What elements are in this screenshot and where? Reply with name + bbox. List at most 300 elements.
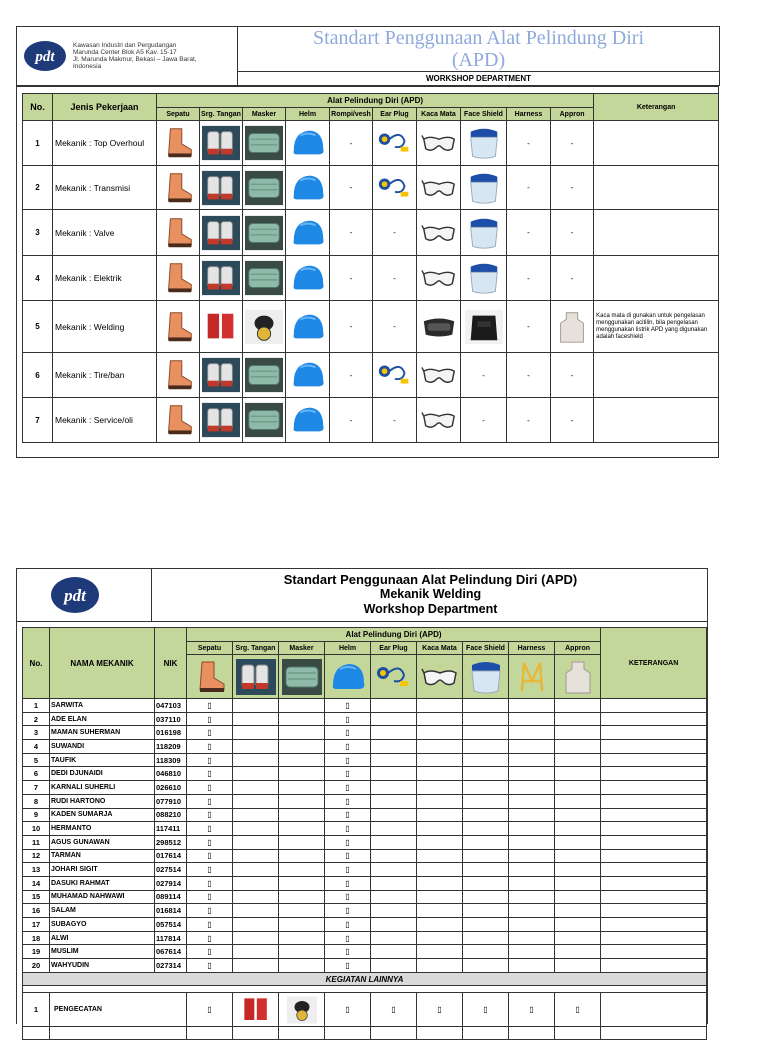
mechanic-name: ADE ELAN — [50, 712, 155, 726]
table-row — [23, 740, 707, 754]
empty-cell — [509, 767, 555, 781]
table-row — [23, 121, 719, 166]
table-row — [23, 849, 707, 863]
empty-cell — [233, 1027, 279, 1040]
goggles-icon — [420, 357, 458, 393]
table-row — [23, 398, 719, 443]
empty-cell — [279, 904, 325, 918]
sheet2-title: Standart Penggunaan Alat Pelindung Diri (APD) Mekanik Welding Workshop Department — [151, 569, 709, 621]
empty-cell — [509, 931, 555, 945]
check-mark: ▯ — [325, 849, 371, 863]
not-required: - — [373, 210, 417, 256]
department-label: WORKSHOP DEPARTMENT — [238, 72, 720, 86]
empty-cell — [555, 931, 601, 945]
mask-icon — [282, 659, 322, 695]
check-mark: ▯ — [187, 993, 233, 1027]
empty-cell — [509, 712, 555, 726]
sheet2-welding-panel — [16, 568, 708, 1024]
apd-cell — [200, 256, 243, 301]
mechanic-name: SARWITA — [50, 699, 155, 713]
faceshield-icon — [465, 260, 503, 296]
mechanic-name: SUBAGYO — [50, 918, 155, 932]
faceshield-icon — [465, 170, 503, 206]
apd-header-picture — [279, 655, 325, 699]
not-required: - — [461, 398, 507, 443]
empty-cell — [509, 849, 555, 863]
earplug-icon — [376, 357, 414, 393]
job-type: Mekanik : Elektrik — [53, 256, 157, 301]
col-apd-srg-tangan: Srg. Tangan — [233, 642, 279, 655]
apd-cell — [157, 210, 200, 256]
empty-cell — [279, 890, 325, 904]
note-cell — [601, 808, 707, 822]
gloves-icon — [202, 357, 240, 393]
table-row — [23, 301, 719, 353]
check-mark: ▯ — [325, 835, 371, 849]
apd-cell — [286, 166, 330, 210]
apd-cell — [243, 256, 286, 301]
col-apd-harness: Harness — [509, 642, 555, 655]
welding-goggles-icon — [420, 309, 458, 345]
empty-cell — [555, 794, 601, 808]
apd-cell — [243, 166, 286, 210]
check-mark: ▯ — [325, 945, 371, 959]
empty-cell — [509, 945, 555, 959]
col-apd-face-shield: Face Shield — [461, 108, 507, 121]
row-number: 12 — [23, 849, 50, 863]
table-row — [23, 166, 719, 210]
apd-cell — [157, 353, 200, 398]
empty-cell — [50, 1027, 187, 1040]
empty-cell — [279, 726, 325, 740]
empty-cell — [463, 712, 509, 726]
not-required: - — [373, 398, 417, 443]
empty-cell — [509, 726, 555, 740]
empty-cell — [463, 699, 509, 713]
empty-cell — [417, 767, 463, 781]
company-logo — [50, 575, 100, 615]
row-number: 19 — [23, 945, 50, 959]
respirator-icon — [287, 996, 317, 1024]
apd-cell — [373, 353, 417, 398]
empty-cell — [371, 753, 417, 767]
check-mark: ▯ — [187, 876, 233, 890]
check-mark: ▯ — [463, 993, 509, 1027]
mechanic-name: ALWI — [50, 931, 155, 945]
row-number: 3 — [23, 210, 53, 256]
empty-cell — [233, 794, 279, 808]
empty-cell — [555, 849, 601, 863]
table-row — [23, 931, 707, 945]
empty-cell — [371, 781, 417, 795]
table-row — [23, 890, 707, 904]
note-cell — [594, 353, 719, 398]
empty-cell — [233, 863, 279, 877]
col-apd-sepatu: Sepatu — [157, 108, 200, 121]
empty-cell — [555, 945, 601, 959]
empty-cell — [233, 959, 279, 973]
apd-cell — [157, 121, 200, 166]
empty-cell — [233, 699, 279, 713]
faceshield-icon — [466, 659, 506, 695]
col-nik: NIK — [155, 628, 187, 699]
row-number: 7 — [23, 781, 50, 795]
job-type: Mekanik : Tire/ban — [53, 353, 157, 398]
company-logo — [23, 39, 67, 73]
empty-cell — [463, 945, 509, 959]
empty-cell — [187, 1027, 233, 1040]
empty-cell — [555, 959, 601, 973]
apd-header-picture — [463, 655, 509, 699]
empty-cell — [463, 822, 509, 836]
check-mark: ▯ — [325, 822, 371, 836]
empty-cell — [279, 849, 325, 863]
not-required: - — [507, 121, 551, 166]
empty-cell — [279, 794, 325, 808]
col-apd-face-shield: Face Shield — [463, 642, 509, 655]
empty-cell — [417, 876, 463, 890]
check-mark: ▯ — [187, 849, 233, 863]
mechanic-name: HERMANTO — [50, 822, 155, 836]
apd-cell — [417, 301, 461, 353]
note-cell — [594, 398, 719, 443]
note-cell — [601, 753, 707, 767]
empty-cell — [555, 876, 601, 890]
note-cell — [601, 822, 707, 836]
mechanic-nik: 077910 — [155, 794, 187, 808]
section-row — [23, 972, 707, 986]
not-required: - — [330, 398, 373, 443]
welding-mask-icon — [465, 309, 503, 345]
empty-cell — [279, 699, 325, 713]
not-required: - — [461, 353, 507, 398]
row-number: 11 — [23, 835, 50, 849]
check-mark: ▯ — [187, 890, 233, 904]
check-mark: ▯ — [187, 904, 233, 918]
empty-cell — [509, 904, 555, 918]
goggles-icon — [420, 402, 458, 438]
note-cell — [601, 849, 707, 863]
empty-cell — [233, 753, 279, 767]
mechanic-name: KADEN SUMARJA — [50, 808, 155, 822]
note-cell — [601, 918, 707, 932]
not-required: - — [507, 256, 551, 301]
row-number: 4 — [23, 740, 50, 754]
empty-cell — [279, 712, 325, 726]
empty-cell — [463, 904, 509, 918]
empty-cell — [417, 781, 463, 795]
check-mark: ▯ — [187, 835, 233, 849]
check-mark: ▯ — [325, 767, 371, 781]
mechanic-name: DASUKI RAHMAT — [50, 876, 155, 890]
welding-gloves-icon — [202, 309, 240, 345]
col-apd-kaca-mata: Kaca Mata — [417, 642, 463, 655]
apd-cell — [417, 166, 461, 210]
col-no: No. — [23, 628, 50, 699]
empty-cell — [417, 699, 463, 713]
empty-cell — [555, 918, 601, 932]
empty-cell — [509, 1027, 555, 1040]
not-required: - — [551, 121, 594, 166]
not-required: - — [330, 166, 373, 210]
earplug-icon — [376, 170, 414, 206]
note-cell — [601, 712, 707, 726]
apd-header-picture — [325, 655, 371, 699]
not-required: - — [551, 166, 594, 210]
spacer — [23, 986, 707, 993]
empty-cell — [417, 835, 463, 849]
empty-cell — [555, 767, 601, 781]
empty-cell — [417, 753, 463, 767]
empty-cell — [371, 794, 417, 808]
apd-cell — [373, 121, 417, 166]
check-mark: ▯ — [187, 822, 233, 836]
check-mark: ▯ — [325, 808, 371, 822]
note-cell — [601, 863, 707, 877]
apd-cell — [461, 121, 507, 166]
empty-cell — [509, 835, 555, 849]
col-name: NAMA MEKANIK — [50, 628, 155, 699]
not-required: - — [551, 398, 594, 443]
company-address: Kawasan Industri dan Pergudangan Marunda Center Blok A5 Kav. 15-17 Jl. Marunda Makmur, Bekasi – Jawa Barat, Indonesia — [73, 42, 197, 70]
not-required: - — [330, 256, 373, 301]
empty-cell — [233, 890, 279, 904]
note-cell — [601, 904, 707, 918]
empty-cell — [279, 876, 325, 890]
apron-icon — [558, 659, 598, 695]
not-required: - — [551, 210, 594, 256]
check-mark: ▯ — [371, 993, 417, 1027]
boot-icon — [159, 170, 197, 206]
not-required: - — [330, 301, 373, 353]
goggles-icon — [420, 215, 458, 251]
job-type: Mekanik : Valve — [53, 210, 157, 256]
check-mark: ▯ — [187, 808, 233, 822]
table-row — [23, 959, 707, 973]
not-required: - — [507, 166, 551, 210]
empty-cell — [371, 699, 417, 713]
apd-cell — [233, 993, 279, 1027]
empty-cell — [509, 890, 555, 904]
empty-cell — [509, 808, 555, 822]
apd-cell — [417, 398, 461, 443]
not-required: - — [551, 256, 594, 301]
empty-cell — [509, 822, 555, 836]
mechanic-nik: 047103 — [155, 699, 187, 713]
note-cell — [601, 726, 707, 740]
empty-cell — [417, 904, 463, 918]
check-mark: ▯ — [555, 993, 601, 1027]
empty-cell — [417, 918, 463, 932]
note-cell — [601, 931, 707, 945]
gloves-icon — [202, 402, 240, 438]
table-row — [23, 210, 719, 256]
table-row — [23, 945, 707, 959]
row-number: 18 — [23, 931, 50, 945]
sheet1-apd-table-panel — [16, 86, 719, 458]
check-mark: ▯ — [187, 753, 233, 767]
empty-cell — [463, 808, 509, 822]
empty-cell — [555, 904, 601, 918]
gloves-icon — [236, 659, 276, 695]
note-cell — [594, 121, 719, 166]
helmet-icon — [289, 170, 327, 206]
mechanic-name: AGUS GUNAWAN — [50, 835, 155, 849]
mechanic-name: TARMAN — [50, 849, 155, 863]
mechanic-nik: 027314 — [155, 959, 187, 973]
not-required: - — [507, 210, 551, 256]
apd-cell — [157, 301, 200, 353]
not-required: - — [507, 301, 551, 353]
empty-cell — [417, 726, 463, 740]
note-cell — [594, 166, 719, 210]
empty-cell — [555, 822, 601, 836]
faceshield-icon — [465, 215, 503, 251]
mechanic-nik: 118309 — [155, 753, 187, 767]
empty-cell — [555, 808, 601, 822]
apd-cell — [417, 353, 461, 398]
faceshield-icon — [465, 125, 503, 161]
empty-cell — [279, 753, 325, 767]
boot-icon — [159, 125, 197, 161]
col-no: No. — [23, 94, 53, 121]
mechanic-nik: 057514 — [155, 918, 187, 932]
row-number: 5 — [23, 301, 53, 353]
empty-cell — [233, 918, 279, 932]
empty-cell — [279, 945, 325, 959]
job-type: Mekanik : Transmisi — [53, 166, 157, 210]
empty-cell — [463, 740, 509, 754]
row-number: 13 — [23, 863, 50, 877]
col-apd-sepatu: Sepatu — [187, 642, 233, 655]
apd-header-picture — [233, 655, 279, 699]
table-row — [23, 876, 707, 890]
job-type: Mekanik : Welding — [53, 301, 157, 353]
table-row — [23, 794, 707, 808]
mechanic-nik: 046810 — [155, 767, 187, 781]
empty-cell — [463, 931, 509, 945]
mechanic-nik: 067614 — [155, 945, 187, 959]
row-number: 6 — [23, 353, 53, 398]
table-row — [23, 863, 707, 877]
row-number: 4 — [23, 256, 53, 301]
empty-cell — [233, 904, 279, 918]
empty-cell — [509, 876, 555, 890]
note-cell — [601, 767, 707, 781]
gloves-icon — [202, 215, 240, 251]
check-mark: ▯ — [187, 699, 233, 713]
empty-cell — [509, 959, 555, 973]
empty-cell — [233, 740, 279, 754]
note-cell — [601, 794, 707, 808]
check-mark: ▯ — [187, 767, 233, 781]
note-cell — [601, 959, 707, 973]
empty-cell — [417, 890, 463, 904]
col-note: KETERANGAN — [601, 628, 707, 699]
not-required: - — [507, 353, 551, 398]
empty-cell — [555, 890, 601, 904]
empty-cell — [463, 753, 509, 767]
mechanic-name: TAUFIK — [50, 753, 155, 767]
empty-cell — [371, 808, 417, 822]
col-apd-harness: Harness — [507, 108, 551, 121]
empty-cell — [371, 876, 417, 890]
check-mark: ▯ — [187, 918, 233, 932]
empty-cell — [233, 781, 279, 795]
col-apd-group: Alat Pelindung Diri (APD) — [187, 628, 601, 642]
company-info — [17, 27, 238, 86]
empty-cell — [279, 1027, 325, 1040]
mechanic-nik: 117411 — [155, 822, 187, 836]
empty-cell — [509, 781, 555, 795]
check-mark: ▯ — [417, 993, 463, 1027]
empty-cell — [555, 699, 601, 713]
mechanic-name: MUSLIM — [50, 945, 155, 959]
note-cell — [601, 945, 707, 959]
empty-cell — [463, 876, 509, 890]
col-note: Keterangan — [594, 94, 719, 121]
boot-icon — [159, 402, 197, 438]
mask-icon — [245, 402, 283, 438]
empty-cell — [463, 890, 509, 904]
goggles-icon — [420, 125, 458, 161]
row-number: 5 — [23, 753, 50, 767]
sheet1-title: Standart Penggunaan Alat Pelindung Diri (APD) — [238, 27, 720, 72]
check-mark: ▯ — [325, 740, 371, 754]
empty-cell — [463, 863, 509, 877]
empty-cell — [279, 863, 325, 877]
empty-cell — [23, 1027, 50, 1040]
empty-cell — [325, 1027, 371, 1040]
col-apd-ear-plug: Ear Plug — [373, 108, 417, 121]
job-type: Mekanik : Top Overhoul — [53, 121, 157, 166]
check-mark: ▯ — [325, 890, 371, 904]
boot-icon — [159, 309, 197, 345]
apd-cell — [286, 210, 330, 256]
note-cell: Kaca mata di gunakan untuk pengelasan menggunakan acitilin, bila pengelasan menggunakan listrik APD yang digunakan adalah faceshield — [594, 301, 719, 353]
table-row — [23, 753, 707, 767]
empty-cell — [509, 863, 555, 877]
empty-cell — [417, 794, 463, 808]
row-number: 3 — [23, 726, 50, 740]
mask-icon — [245, 357, 283, 393]
apd-cell — [243, 398, 286, 443]
check-mark: ▯ — [325, 712, 371, 726]
goggles-icon — [420, 170, 458, 206]
note-cell — [601, 740, 707, 754]
apd-cell — [200, 353, 243, 398]
empty-cell — [233, 931, 279, 945]
check-mark: ▯ — [187, 863, 233, 877]
sheet1-header — [16, 26, 719, 81]
empty-cell — [463, 781, 509, 795]
row-number: 6 — [23, 767, 50, 781]
row-number: 20 — [23, 959, 50, 973]
empty-cell — [233, 945, 279, 959]
not-required: - — [330, 210, 373, 256]
empty-cell — [279, 808, 325, 822]
empty-cell — [463, 726, 509, 740]
mask-icon — [245, 260, 283, 296]
apd-cell — [551, 301, 594, 353]
row-number: 1 — [23, 993, 50, 1027]
empty-cell — [371, 712, 417, 726]
empty-cell — [555, 781, 601, 795]
welding-mechanics-table — [22, 627, 707, 1040]
mechanic-nik: 027514 — [155, 863, 187, 877]
earplug-icon — [374, 659, 414, 695]
activity-name: PENGECATAN — [50, 993, 187, 1027]
